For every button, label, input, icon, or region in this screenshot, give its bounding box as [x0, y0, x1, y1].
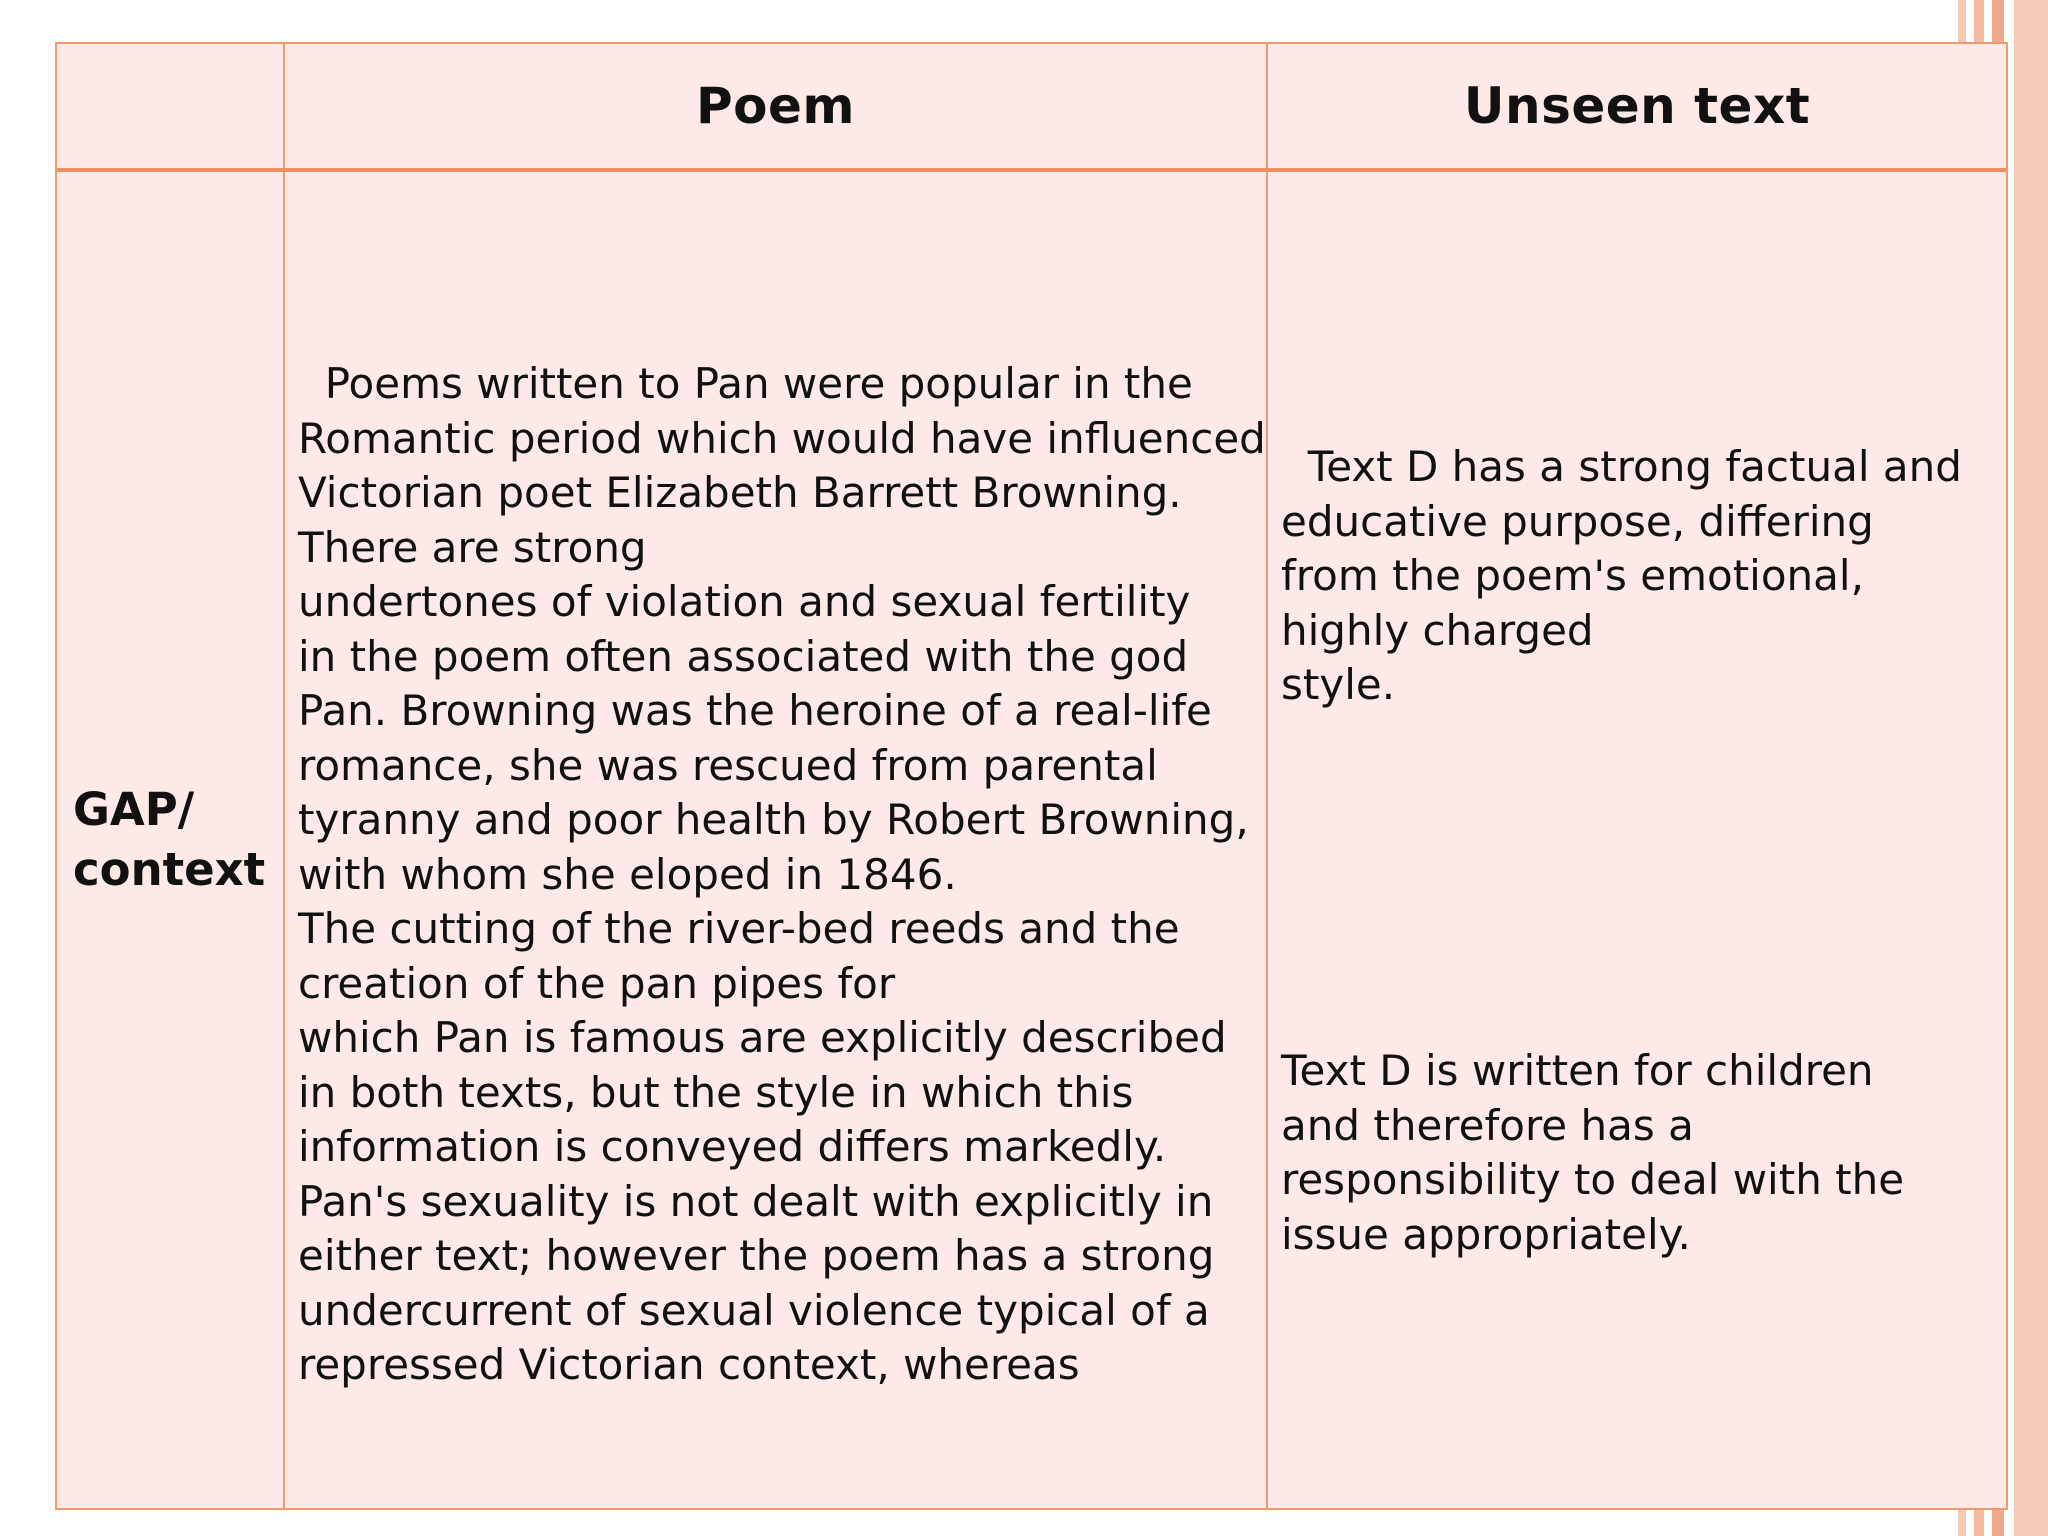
unseen-line: from the poem's emotional,: [1281, 551, 1864, 600]
column-divider: [283, 44, 285, 1508]
header-poem: Poem: [695, 77, 855, 135]
poem-line: either text; however the poem has a strong: [298, 1231, 1215, 1280]
column-divider: [1266, 44, 1268, 1508]
poem-line: romance, she was rescued from parental: [298, 740, 1158, 790]
header-unseen-text: Unseen text: [1463, 77, 1811, 135]
poem-line: creation of the pan pipes for: [298, 958, 896, 1008]
poem-line: in the poem often associated with the god: [298, 631, 1189, 681]
row-label-gap-context: [57, 172, 283, 1508]
row-label-line: context: [73, 843, 266, 896]
poem-line: Pan's sexuality is not dealt with explicitly in: [298, 1176, 1214, 1226]
poem-line: Victorian poet Elizabeth Barrett Browning.: [298, 468, 1182, 517]
poem-line: Romantic period which would have influenced: [298, 413, 1266, 463]
unseen-line: and therefore has a: [1281, 1100, 1694, 1150]
poem-line: with whom she eloped in 1846.: [298, 849, 957, 899]
row-label-line: GAP/: [73, 783, 195, 836]
unseen-cell-text-purpose: [1281, 440, 1962, 713]
unseen-line: issue appropriately.: [1281, 1209, 1691, 1259]
unseen-line: highly charged: [1281, 605, 1594, 655]
poem-line: tyranny and poor health by Robert Browning,: [298, 795, 1249, 844]
unseen-line: style.: [1281, 660, 1396, 709]
poem-line: repressed Victorian context, whereas: [298, 1340, 1080, 1389]
poem-line: which Pan is famous are explicitly described: [298, 1013, 1227, 1062]
poem-line: information is conveyed differs markedly.: [298, 1122, 1167, 1171]
stripe: [2014, 0, 2048, 1536]
poem-line: in both texts, but the style in which this: [298, 1067, 1134, 1117]
poem-line: undercurrent of sexual violence typical of a: [298, 1285, 1210, 1335]
unseen-line: educative purpose, differing: [1281, 496, 1874, 546]
header-divider: [57, 168, 2006, 172]
poem-line: The cutting of the river-bed reeds and the: [298, 904, 1180, 953]
poem-line: Pan. Browning was the heroine of a real-life: [298, 686, 1212, 735]
header-empty-cell: [57, 44, 283, 168]
unseen-cell-text-audience: [1281, 1044, 1904, 1262]
unseen-line: Text D has a strong factual and: [1281, 442, 1962, 491]
unseen-line: Text D is written for children: [1281, 1046, 1874, 1095]
poem-line: There are strong: [298, 522, 647, 572]
poem-line: undertones of violation and sexual fertility: [298, 577, 1191, 626]
comparison-table: [55, 42, 2008, 1510]
unseen-line: responsibility to deal with the: [1281, 1155, 1905, 1204]
poem-line: Poems written to Pan were popular in the: [298, 359, 1193, 408]
poem-cell-text: [298, 357, 1266, 1393]
